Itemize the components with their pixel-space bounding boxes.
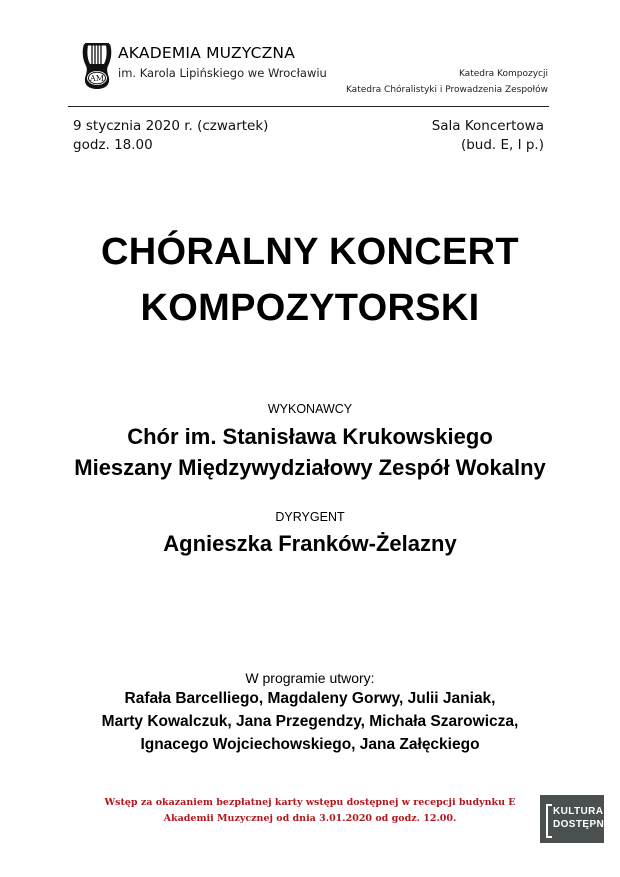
event-datetime — [73, 117, 268, 155]
event-venue — [432, 117, 544, 155]
title-line-1: CHÓRALNY KONCERT — [101, 231, 519, 273]
event-date: 9 stycznia 2020 r. (czwartek) — [73, 118, 269, 134]
program-label: W programie utwory: — [245, 670, 375, 686]
academy-subtitle: im. Karola Lipińskiego we Wrocławiu — [118, 66, 327, 80]
conductor-name: Agnieszka Franków-Żelazny — [163, 531, 457, 556]
performer-choir: Chór im. Stanisława Krukowskiego — [127, 424, 493, 449]
admission-notice — [0, 795, 620, 827]
kultura-dostepna-logo — [540, 795, 612, 843]
notice-line-2: Akademii Muzycznej od dnia 3.01.2020 od godz. 12.00. — [163, 813, 457, 824]
lyre-icon — [80, 40, 114, 90]
title-line-2: KOMPOZYTORSKI — [140, 287, 480, 329]
page-title — [0, 224, 620, 336]
header-divider — [68, 106, 549, 107]
notice-line-1: Wstęp za okazaniem bezpłatnej karty wstępu dostępnej w recepcji budynku E — [104, 797, 516, 808]
venue-name: Sala Koncertowa — [431, 118, 544, 134]
svg-text:AM: AM — [90, 74, 104, 83]
venue-detail: (bud. E, I p.) — [460, 137, 544, 153]
performer-ensemble: Mieszany Międzywydziałowy Zespół Wokalny — [74, 455, 546, 480]
academy-name: AKADEMIA MUZYCZNA — [118, 44, 296, 62]
event-time: godz. 18.00 — [73, 137, 153, 153]
department-composition: Katedra Kompozycji — [458, 69, 548, 79]
performers-label: WYKONAWCY — [267, 402, 353, 416]
departments — [346, 66, 548, 98]
kultura-logo-text: KULTURA DOSTĘPNA — [553, 806, 612, 830]
conductor-label: DYRYGENT — [275, 510, 345, 524]
composers-line-3: Ignacego Wojciechowskiego, Jana Załęckiego — [140, 736, 480, 753]
composers-line-2: Marty Kowalczuk, Jana Przegendzy, Michała Szarowicza, — [101, 713, 519, 730]
composers-line-1: Rafała Barcelliego, Magdaleny Gorwy, Julii Janiak, — [124, 690, 496, 707]
department-choral: Katedra Chóralistyki i Prowadzenia Zespołów — [345, 85, 548, 95]
program-composers — [0, 687, 620, 756]
performers-list — [0, 421, 620, 483]
bracket-icon — [546, 804, 552, 838]
